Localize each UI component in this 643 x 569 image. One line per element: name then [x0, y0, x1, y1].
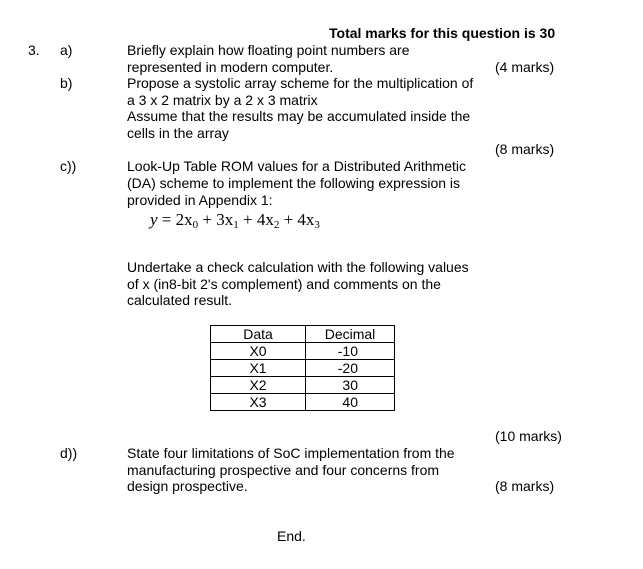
table-cell-decimal: -10 [306, 343, 395, 360]
check-line-1: Undertake a check calculation with the following values [127, 259, 469, 275]
table-row [211, 394, 395, 411]
table-header-data: Data [211, 326, 306, 343]
part-b-marks: (8 marks) [495, 141, 555, 157]
part-c-line-1: Look-Up Table ROM values for a Distributed Arithmetic [127, 158, 466, 174]
table-cell-data: X0 [211, 343, 306, 360]
total-marks-heading: Total marks for this question is 30 [329, 25, 556, 41]
equation-term-0: $2x_0$ [175, 210, 199, 231]
part-a-line-1: Briefly explain how floating point numbers are [127, 42, 410, 58]
part-d-marks: (8 marks) [495, 478, 555, 494]
equation-lhs: y [150, 210, 158, 229]
equation-term-3: $4x_3$ [297, 210, 320, 231]
check-line-3: calculated result. [127, 292, 233, 308]
part-a-label: a) [60, 42, 73, 58]
equation-op-2: + [242, 210, 253, 229]
table-cell-data: X2 [211, 377, 306, 394]
equation-op-3: + [283, 210, 294, 229]
part-c-line-3: provided in Appendix 1: [127, 192, 273, 208]
part-d-line-1: State four limitations of SoC implementation from the [127, 445, 455, 461]
table-row [211, 343, 395, 360]
da-equation [150, 211, 320, 234]
part-c-line-2: (DA) scheme to implement the following expression is [127, 175, 461, 191]
end-marker: End. [277, 528, 306, 544]
part-b-line-1: Propose a systolic array scheme for the multiplication of [127, 75, 474, 91]
part-d-label: d)) [60, 445, 78, 461]
table-cell-data: X3 [211, 394, 306, 411]
table-cell-decimal: -20 [306, 360, 395, 377]
part-b-label: b) [60, 75, 73, 91]
part-d-line-2: manufacturing prospective and four concerns from [127, 462, 440, 478]
table-row [211, 360, 395, 377]
table-cell-decimal: 30 [306, 377, 395, 394]
question-number: 3. [28, 42, 40, 58]
equation-term-2: $4x_2$ [256, 210, 280, 231]
table-cell-data: X1 [211, 360, 306, 377]
table-header-row [211, 326, 395, 343]
table-row [211, 377, 395, 394]
equation-equals: = [161, 210, 172, 229]
part-a-line-2: represented in modern computer. [127, 59, 334, 75]
part-c-marks: (10 marks) [495, 428, 562, 444]
data-table [210, 325, 395, 411]
table-cell-decimal: 40 [306, 394, 395, 411]
check-line-2: of x (in8-bit 2's complement) and comments on the [127, 276, 441, 292]
table-header-decimal: Decimal [306, 326, 395, 343]
part-b-line-4: cells in the array [127, 125, 229, 141]
part-c-label: c)) [60, 158, 77, 174]
part-d-line-3: design prospective. [127, 478, 248, 494]
part-a-marks: (4 marks) [495, 59, 555, 75]
part-b-line-2: a 3 x 2 matrix by a 2 x 3 matrix [127, 92, 318, 108]
equation-op-1: + [202, 210, 212, 229]
equation-term-1: $3x_1$ [216, 210, 239, 231]
part-b-line-3: Assume that the results may be accumulated inside the [127, 108, 471, 124]
